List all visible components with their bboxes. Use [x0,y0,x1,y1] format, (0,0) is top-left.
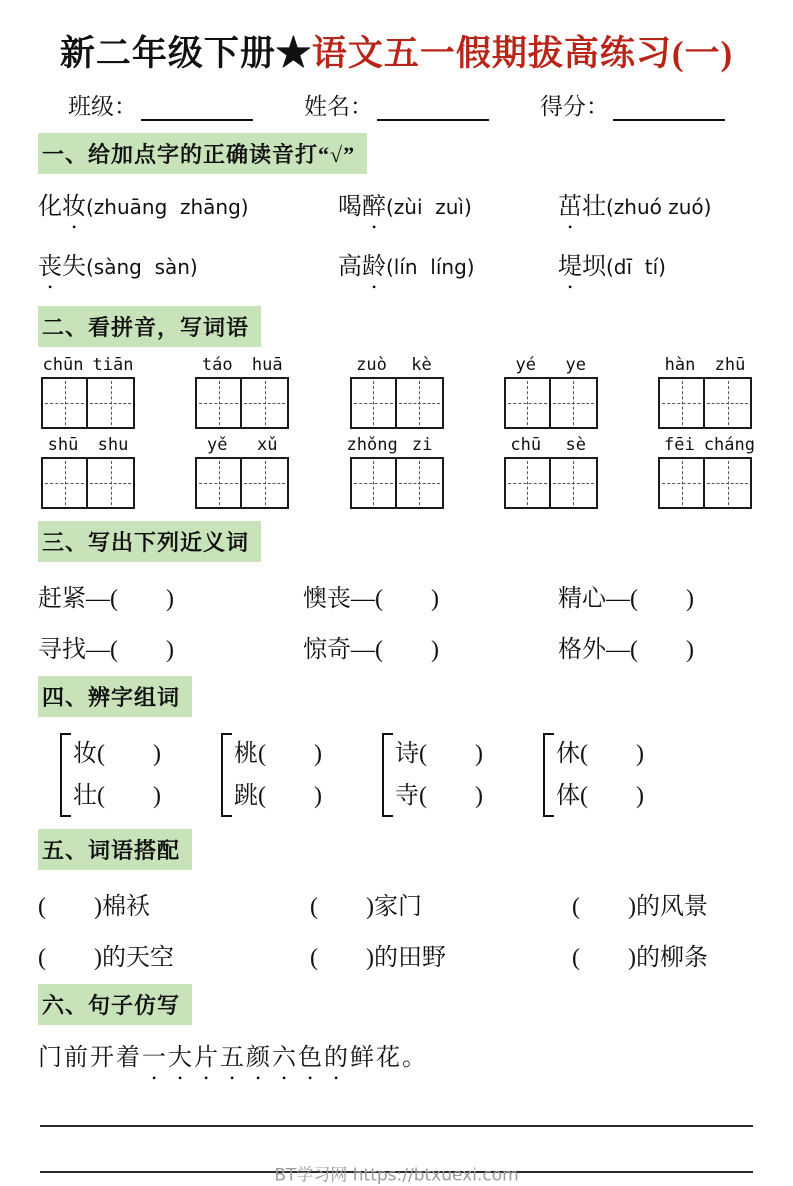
writing-cell[interactable] [397,457,444,509]
pinyin-row-1 [38,355,755,429]
writing-cell[interactable] [504,457,551,509]
pinyin-row-2 [38,435,755,509]
char-pair-group [382,733,483,817]
section4-groups [38,733,755,817]
writing-grid [195,457,289,509]
section3-row-1 [38,578,755,613]
char-blank: 妆( ) [73,741,161,767]
sentence-text: 门前开着 [38,1045,142,1071]
pinyin-word-item [655,355,755,429]
writing-cell[interactable] [397,377,444,429]
section3-row-2 [38,629,755,664]
synonym-item: 格外—( ) [558,637,694,663]
writing-grid [41,377,135,429]
collocation-item: ( )的田野 [310,945,446,971]
bracket-icon [543,733,554,817]
writing-grid [504,457,598,509]
word-dotted-char: 龄 [362,254,386,280]
collocation-item: ( )的风景 [572,894,708,920]
writing-cell[interactable] [88,377,135,429]
pinyin-label: chū sè [510,435,586,455]
header-fields-row [38,88,755,121]
pinyin-word-item [347,355,447,429]
writing-grid [658,377,752,429]
section6-heading: 六、句子仿写 [38,984,192,1025]
writing-cell[interactable] [242,377,289,429]
pinyin-label: shū shu [47,435,129,455]
synonym-item: 寻找—( ) [38,637,174,663]
section3-heading: 三、写出下列近义词 [38,521,261,562]
pinyin-options: (sàng sàn) [86,255,198,279]
writing-cell[interactable] [658,457,705,509]
pinyin-label: chūn tiān [42,355,134,375]
word-dotted-char: 堤 [558,254,582,280]
pinyin-label: zhǒng zi [346,435,433,455]
word-dotted-char: 妆 [62,194,86,220]
watermark-text: BT学习网 https://btxuexi.com [274,1165,519,1186]
writing-grid [658,457,752,509]
writing-cell[interactable] [350,457,397,509]
char-blank: 壮( ) [73,783,161,809]
writing-grid [350,457,444,509]
pinyin-word-item [347,435,447,509]
char-pair-group [543,733,644,817]
pronounce-item [38,246,338,294]
sentence-dotted-text: 一大片五颜六色的 [142,1045,350,1071]
class-blank[interactable] [141,95,253,121]
writing-grid [41,457,135,509]
pinyin-label: táo huā [201,355,283,375]
synonym-item: 惊奇—( ) [303,637,439,663]
char-blank: 寺( ) [394,783,483,809]
pinyin-label: yě xǔ [207,435,278,455]
section1-row-2 [38,246,755,294]
bracket-icon [221,733,232,817]
section5-row-2 [38,937,755,972]
char-blank: 休( ) [555,741,644,767]
pronounce-item [558,246,755,294]
writing-cell[interactable] [350,377,397,429]
collocation-item: ( )的天空 [38,945,174,971]
section2-heading: 二、看拼音，写词语 [38,306,261,347]
pinyin-word-item [655,435,755,509]
char-blank: 跳( ) [233,783,322,809]
pinyin-label: hàn zhū [664,355,746,375]
word-text: 壮 [582,194,606,220]
pinyin-word-item [38,355,138,429]
class-field [68,88,253,121]
writing-cell[interactable] [551,457,598,509]
section5-row-1 [38,886,755,921]
section2-grids [38,355,755,509]
synonym-item: 赶紧—( ) [38,586,174,612]
answer-line-2[interactable] [40,1165,753,1186]
word-text: 化 [38,194,62,220]
page-title [38,26,755,76]
pinyin-word-item [501,355,601,429]
writing-cell[interactable] [242,457,289,509]
section4-heading: 四、辨字组词 [38,676,192,717]
sentence-text: 鲜花。 [350,1045,428,1071]
pinyin-options: (lín líng) [386,255,475,279]
page-title-red: 语文五一假期拔高练习(一) [311,34,734,73]
word-dotted-char: 茁 [558,194,582,220]
collocation-item: ( )的柳条 [572,945,708,971]
word-text: 失 [62,254,86,280]
class-label: 班级： [68,94,137,119]
word-dotted-char: 醉 [362,194,386,220]
writing-cell[interactable] [88,457,135,509]
char-blank: 诗( ) [394,741,483,767]
writing-cell[interactable] [41,377,88,429]
char-pair-group [221,733,322,817]
name-field [304,88,489,121]
pinyin-word-item [192,435,292,509]
pronounce-item [558,186,755,234]
synonym-item: 懊丧—( ) [303,586,439,612]
pinyin-options: (dī tí) [606,255,666,279]
pinyin-word-item [192,355,292,429]
example-sentence [38,1037,755,1085]
pinyin-label: zuò kè [356,355,432,375]
writing-grid [195,377,289,429]
char-blank: 桃( ) [233,741,322,767]
section1-heading: 一、给加点字的正确读音打“√” [38,133,367,174]
writing-grid [350,377,444,429]
name-label: 姓名： [304,94,373,119]
answer-line-1[interactable] [40,1125,753,1127]
writing-cell[interactable] [705,377,752,429]
char-pair-group [60,733,161,817]
section1-row-1 [38,186,755,234]
writing-cell[interactable] [504,377,551,429]
pinyin-label: yé ye [515,355,586,375]
word-text: 喝 [338,194,362,220]
writing-cell[interactable] [195,457,242,509]
writing-cell[interactable] [658,377,705,429]
pronounce-item [338,186,558,234]
word-text: 坝 [582,254,606,280]
pinyin-options: (zùi zuì) [386,195,472,219]
bracket-icon [60,733,71,817]
name-blank[interactable] [377,95,489,121]
word-text: 高 [338,254,362,280]
pinyin-options: (zhuāng zhāng) [86,195,249,219]
pronounce-item [38,186,338,234]
worksheet-page [0,26,793,1186]
pinyin-word-item [501,435,601,509]
collocation-item: ( )棉袄 [38,894,150,920]
score-field [540,88,725,121]
synonym-item: 精心—( ) [558,586,694,612]
collocation-item: ( )家门 [310,894,422,920]
writing-cell[interactable] [705,457,752,509]
bracket-icon [382,733,393,817]
score-label: 得分： [540,94,609,119]
pinyin-word-item [38,435,138,509]
writing-cell[interactable] [41,457,88,509]
pinyin-label: fēi cháng [664,435,755,455]
writing-cell[interactable] [195,377,242,429]
char-blank: 体( ) [555,783,644,809]
pronounce-item [338,246,558,294]
writing-cell[interactable] [551,377,598,429]
pinyin-options: (zhuó zuó) [606,195,712,219]
word-dotted-char: 丧 [38,254,62,280]
writing-grid [504,377,598,429]
page-title-black: 新二年级下册★ [59,34,312,73]
section5-heading: 五、词语搭配 [38,829,192,870]
score-blank[interactable] [613,95,725,121]
